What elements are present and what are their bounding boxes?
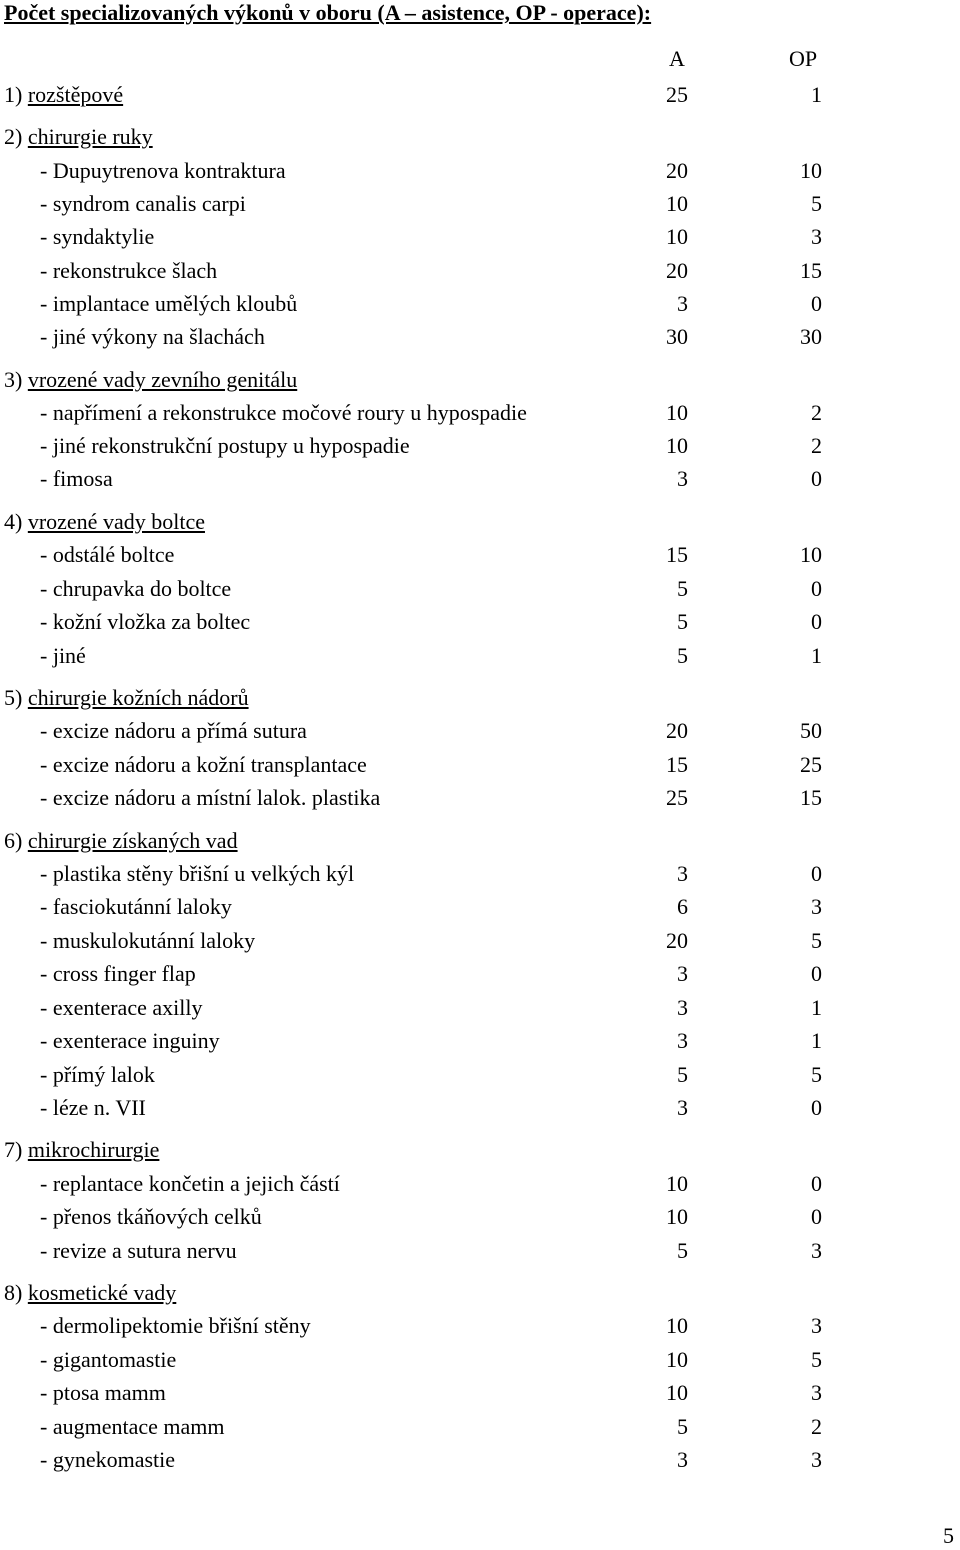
- item-row: [0, 574, 960, 604]
- item-row: [0, 959, 960, 989]
- item-row: [0, 1093, 960, 1123]
- category-number: 7): [4, 1137, 23, 1162]
- value-a: 10: [666, 1313, 688, 1338]
- item-row: [0, 641, 960, 671]
- item-row: [0, 892, 960, 922]
- value-op: 1: [811, 82, 822, 107]
- item-row: [0, 750, 960, 780]
- value-a: 10: [666, 400, 688, 425]
- value-op: 3: [811, 1238, 822, 1263]
- item-row: [0, 156, 960, 186]
- value-op: 0: [811, 291, 822, 316]
- category-row: [0, 1278, 960, 1308]
- item-row: [0, 1412, 960, 1442]
- value-a: 25: [666, 785, 688, 810]
- item-label: - replantace končetin a jejich částí: [40, 1171, 340, 1196]
- value-a: 3: [677, 861, 688, 886]
- item-row: [0, 256, 960, 286]
- page-title: Počet specializovaných výkonů v oboru (A – asistence, OP - operace):: [4, 0, 652, 25]
- item-row: [0, 993, 960, 1023]
- value-a: 10: [666, 433, 688, 458]
- value-op: 10: [800, 542, 822, 567]
- value-a: 6: [677, 894, 688, 919]
- category-number: 1): [4, 82, 23, 107]
- value-op: 25: [800, 752, 822, 777]
- item-label: - odstálé boltce: [40, 542, 175, 567]
- item-label: - syndaktylie: [40, 224, 155, 249]
- item-row: [0, 189, 960, 219]
- column-header-row: [0, 44, 960, 74]
- item-label: - Dupuytrenova kontraktura: [40, 158, 286, 183]
- item-row: [0, 716, 960, 746]
- item-label: - přenos tkáňových celků: [40, 1204, 262, 1229]
- item-label: - excize nádoru a přímá sutura: [40, 718, 307, 743]
- item-row: [0, 289, 960, 319]
- item-label: - syndrom canalis carpi: [40, 191, 246, 216]
- value-a: 25: [666, 82, 688, 107]
- category-label: [4, 507, 205, 537]
- item-row: [0, 540, 960, 570]
- value-op: 3: [811, 1447, 822, 1472]
- value-a: 5: [677, 1062, 688, 1087]
- value-op: 5: [811, 191, 822, 216]
- column-header-a: A: [669, 46, 685, 71]
- item-label: - jiné rekonstrukční postupy u hypospadie: [40, 433, 410, 458]
- item-label: - chrupavka do boltce: [40, 576, 232, 601]
- item-row: [0, 1202, 960, 1232]
- category-number: 2): [4, 124, 23, 149]
- value-op: 2: [811, 433, 822, 458]
- item-label: - exenterace axilly: [40, 995, 203, 1020]
- value-a: 5: [677, 576, 688, 601]
- category-label: [4, 365, 297, 395]
- item-row: [0, 398, 960, 428]
- item-label: - rekonstrukce šlach: [40, 258, 218, 283]
- value-a: 10: [666, 1347, 688, 1372]
- item-row: [0, 1169, 960, 1199]
- value-op: 30: [800, 324, 822, 349]
- value-op: 2: [811, 1414, 822, 1439]
- item-label: - muskulokutánní laloky: [40, 928, 256, 953]
- value-a: 30: [666, 324, 688, 349]
- value-op: 15: [800, 785, 822, 810]
- category-number: 3): [4, 367, 23, 392]
- item-label: - jiné výkony na šlachách: [40, 324, 265, 349]
- value-op: 0: [811, 1204, 822, 1229]
- category-number: 8): [4, 1280, 23, 1305]
- item-label: - léze n. VII: [40, 1095, 146, 1120]
- item-label: - plastika stěny břišní u velkých kýl: [40, 861, 355, 886]
- category-name: vrozené vady zevního genitálu: [27, 367, 298, 392]
- value-a: 10: [666, 191, 688, 216]
- value-op: 0: [811, 1095, 822, 1120]
- category-name: vrozené vady boltce: [27, 509, 205, 534]
- value-a: 10: [666, 1204, 688, 1229]
- value-a: 20: [666, 158, 688, 183]
- category-label: [4, 122, 153, 152]
- item-label: - napřímení a rekonstrukce močové roury u hypospadie: [40, 400, 527, 425]
- item-row: [0, 1026, 960, 1056]
- value-op: 5: [811, 1347, 822, 1372]
- item-row: [0, 1345, 960, 1375]
- value-a: 15: [666, 752, 688, 777]
- value-a: 5: [677, 1414, 688, 1439]
- value-op: 0: [811, 861, 822, 886]
- category-label: [4, 80, 123, 110]
- value-a: 3: [677, 466, 688, 491]
- item-label: - cross finger flap: [40, 961, 196, 986]
- value-a: 10: [666, 224, 688, 249]
- item-label: - augmentace mamm: [40, 1414, 225, 1439]
- value-op: 3: [811, 1313, 822, 1338]
- category-row: [0, 826, 960, 856]
- value-a: 10: [666, 1380, 688, 1405]
- value-op: 0: [811, 466, 822, 491]
- category-row: [0, 683, 960, 713]
- category-name: chirurgie ruky: [27, 124, 153, 149]
- category-row: [0, 122, 960, 152]
- value-op: 0: [811, 961, 822, 986]
- value-a: 5: [677, 609, 688, 634]
- item-row: [0, 783, 960, 813]
- item-label: - fasciokutánní laloky: [40, 894, 232, 919]
- value-op: 1: [811, 1028, 822, 1053]
- value-op: 3: [811, 1380, 822, 1405]
- column-header-op: OP: [789, 46, 818, 71]
- value-a: 3: [677, 1447, 688, 1472]
- item-row: [0, 222, 960, 252]
- item-label: - ptosa mamm: [40, 1380, 166, 1405]
- value-a: 20: [666, 258, 688, 283]
- value-a: 3: [677, 995, 688, 1020]
- item-label: - jiné: [40, 643, 86, 668]
- page-number: 5: [943, 1523, 954, 1548]
- category-number: 6): [4, 828, 23, 853]
- category-row: [0, 365, 960, 395]
- category-row: [0, 1135, 960, 1165]
- category-name: rozštěpové: [27, 82, 124, 107]
- value-a: 15: [666, 542, 688, 567]
- item-row: [0, 859, 960, 889]
- item-label: - dermolipektomie břišní stěny: [40, 1313, 311, 1338]
- value-op: 5: [811, 1062, 822, 1087]
- category-row: [0, 507, 960, 537]
- item-label: - kožní vložka za boltec: [40, 609, 251, 634]
- category-number: 4): [4, 509, 23, 534]
- item-label: - revize a sutura nervu: [40, 1238, 237, 1263]
- category-name: chirurgie kožních nádorů: [27, 685, 249, 710]
- item-row: [0, 926, 960, 956]
- category-label: [4, 683, 249, 713]
- value-op: 1: [811, 643, 822, 668]
- value-a: 20: [666, 718, 688, 743]
- item-row: [0, 1236, 960, 1266]
- value-a: 20: [666, 928, 688, 953]
- category-name: kosmetické vady: [27, 1280, 177, 1305]
- category-label: [4, 1278, 176, 1308]
- value-a: 5: [677, 1238, 688, 1263]
- item-label: - fimosa: [40, 466, 113, 491]
- value-a: 3: [677, 291, 688, 316]
- value-op: 3: [811, 224, 822, 249]
- item-row: [0, 1060, 960, 1090]
- item-label: - exenterace inguiny: [40, 1028, 220, 1053]
- item-label: - excize nádoru a kožní transplantace: [40, 752, 367, 777]
- value-op: 0: [811, 1171, 822, 1196]
- item-row: [0, 1378, 960, 1408]
- item-row: [0, 1311, 960, 1341]
- value-op: 15: [800, 258, 822, 283]
- value-op: 0: [811, 576, 822, 601]
- value-op: 2: [811, 400, 822, 425]
- value-a: 3: [677, 1028, 688, 1053]
- value-op: 0: [811, 609, 822, 634]
- value-op: 1: [811, 995, 822, 1020]
- item-label: - gigantomastie: [40, 1347, 177, 1372]
- value-op: 5: [811, 928, 822, 953]
- item-label: - excize nádoru a místní lalok. plastika: [40, 785, 381, 810]
- item-label: - implantace umělých kloubů: [40, 291, 298, 316]
- category-name: chirurgie získaných vad: [27, 828, 238, 853]
- item-row: [0, 1445, 960, 1475]
- category-name: mikrochirurgie: [27, 1137, 160, 1162]
- item-row: [0, 607, 960, 637]
- value-a: 5: [677, 643, 688, 668]
- item-row: [0, 322, 960, 352]
- category-number: 5): [4, 685, 23, 710]
- value-op: 10: [800, 158, 822, 183]
- item-row: [0, 431, 960, 461]
- value-a: 10: [666, 1171, 688, 1196]
- item-label: - gynekomastie: [40, 1447, 176, 1472]
- category-label: [4, 826, 238, 856]
- value-a: 3: [677, 961, 688, 986]
- category-row: [0, 80, 960, 110]
- category-label: [4, 1135, 159, 1165]
- item-row: [0, 464, 960, 494]
- value-op: 3: [811, 894, 822, 919]
- value-op: 50: [800, 718, 822, 743]
- item-label: - přímý lalok: [40, 1062, 155, 1087]
- value-a: 3: [677, 1095, 688, 1120]
